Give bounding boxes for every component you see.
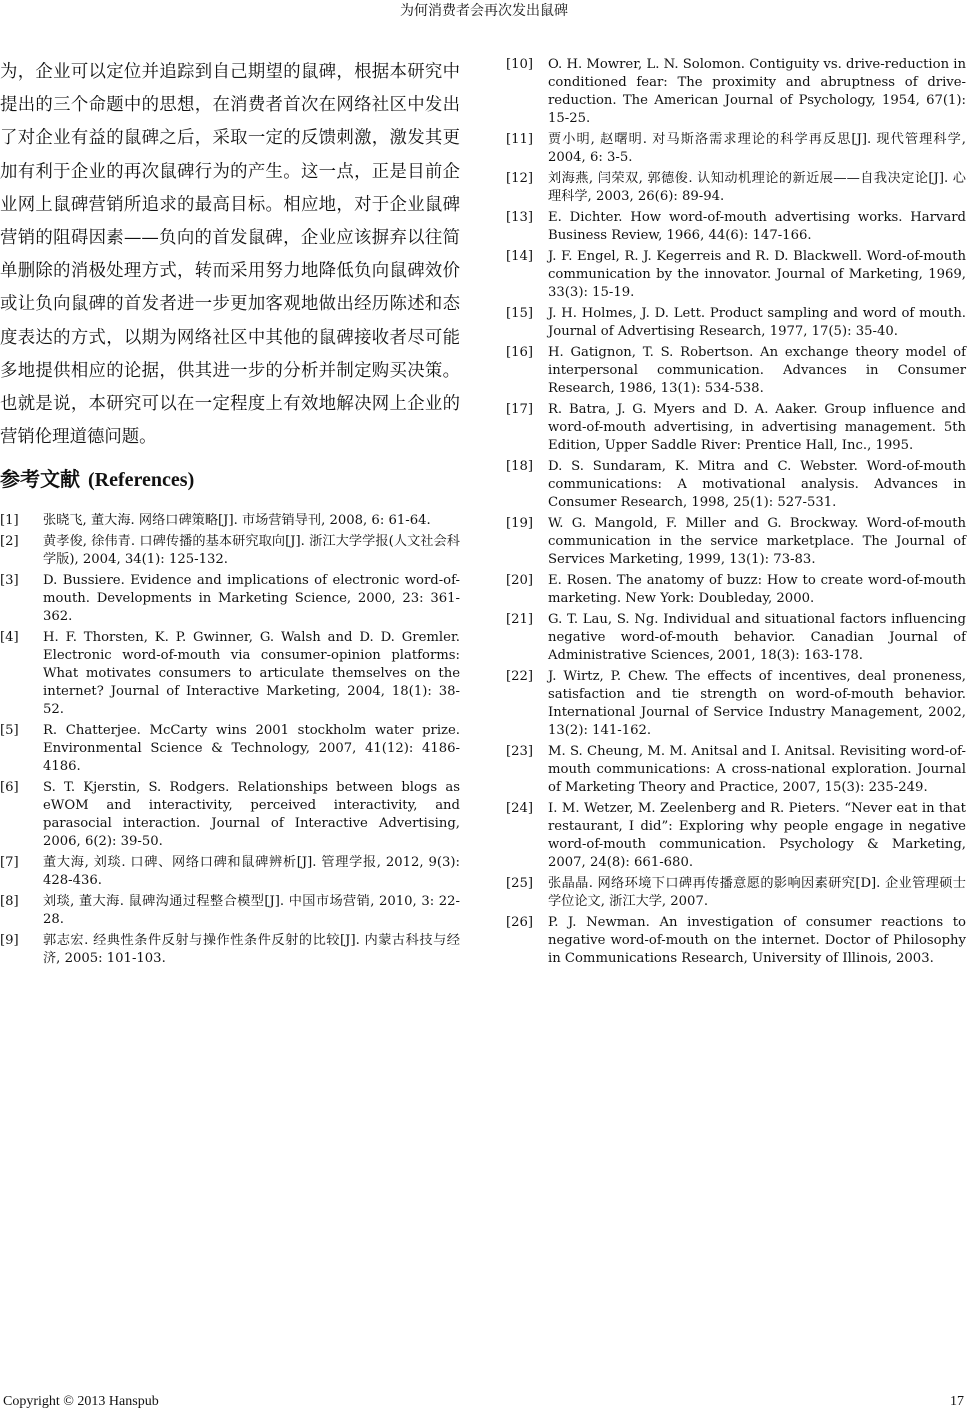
reference-item [506,305,966,341]
reference-item [506,401,966,455]
reference-item [506,170,966,206]
reference-item [506,800,966,872]
reference-number: [26] [506,915,534,930]
reference-item [0,854,460,890]
footer-page-number: 17 [950,1394,964,1409]
reference-item [0,779,460,851]
reference-text: J. Wirtz, P. Chew. The effects of incentives, deal proneness, satisfaction and tie strength on word-of-mouth behavior. International Journal of Service Industry Management, 2002, 13(2): 141-162. [548,669,966,738]
reference-number: [18] [506,459,534,474]
reference-item [0,722,460,776]
reference-text: 董大海, 刘琰. 口碑、网络口碑和鼠碑辨析[J]. 管理学报, 2012, 9(3): 428-436. [43,855,460,888]
reference-text: S. T. Kjerstin, S. Rodgers. Relationships between blogs as eWOM and interactivity, perceived interactivity, and parasocial interaction. Journal of Interactive Advertising, 2006, 6(2): 39-50. [43,780,460,849]
reference-item [0,932,460,968]
reference-text: M. S. Cheung, M. M. Anitsal and I. Anitsal. Revisiting word-of-mouth communications: A cross-national exploration. Journal of Marketing Theory and Practice, 2007, 15(3): 235-249. [548,744,966,795]
reference-text: P. J. Newman. An investigation of consumer reactions to negative word-of-mouth on the internet. Doctor of Philosophy in Communications Research, University of Illinois, 2003. [548,915,966,966]
reference-number: [9] [0,933,19,948]
reference-text: E. Rosen. The anatomy of buzz: How to create word-of-mouth marketing. New York: Doubleday, 2000. [548,573,966,606]
reference-item [506,914,966,968]
reference-number: [12] [506,171,534,186]
reference-number: [25] [506,876,534,891]
reference-text: 刘琰, 董大海. 鼠碑沟通过程整合模型[J]. 中国市场营销, 2010, 3: 22-28. [43,894,460,927]
reference-text: 黄孝俊, 徐伟青. 口碑传播的基本研究取向[J]. 浙江大学学报(人文社会科学版), 2004, 34(1): 125-132. [43,534,460,567]
references-heading [0,464,194,495]
reference-number: [15] [506,306,534,321]
reference-text: H. Gatignon, T. S. Robertson. An exchange theory model of interpersonal communication. Advances in Consumer Research, 1986, 13(1): 534-538. [548,345,966,396]
reference-text: J. H. Holmes, J. D. Lett. Product sampling and word of mouth. Journal of Advertising Research, 1977, 17(5): 35-40. [548,306,966,339]
reference-number: [21] [506,612,534,627]
reference-item [506,209,966,245]
references-heading-zh: 参考文献 [0,467,80,491]
reference-number: [1] [0,513,19,528]
reference-item [506,248,966,302]
reference-text: 贾小明, 赵曙明. 对马斯洛需求理论的科学再反思[J]. 现代管理科学, 2004, 6: 3-5. [548,132,966,165]
reference-text: W. G. Mangold, F. Miller and G. Brockway. Word-of-mouth communication in the service marketplace. The Journal of Services Marketing, 1999, 13(1): 73-83. [548,516,966,567]
reference-number: [2] [0,534,19,549]
footer-copyright: Copyright © 2013 Hanspub [3,1394,159,1409]
reference-text: H. F. Thorsten, K. P. Gwinner, G. Walsh and D. D. Gremler. Electronic word-of-mouth via consumer-opinion platforms: What motivates consumers to articulate themselves on the internet? Journal of Interactive Marketing, 2004, 18(1): 38-52. [43,630,460,717]
reference-item [506,668,966,740]
reference-number: [23] [506,744,534,759]
reference-item [0,893,460,929]
reference-text: E. Dichter. How word-of-mouth advertising works. Harvard Business Review, 1966, 44(6): 147-166. [548,210,966,243]
reference-text: R. Batra, J. G. Myers and D. A. Aaker. Group influence and word-of-mouth advertising, in advertising management. 5th Edition, Upper Saddle River: Prentice Hall, Inc., 1995. [548,402,966,453]
reference-text: R. Chatterjee. McCarty wins 2001 stockholm water prize. Environmental Science & Technology, 2007, 41(12): 4186-4186. [43,723,460,774]
reference-item [506,344,966,398]
reference-text: J. F. Engel, R. J. Kegerreis and R. D. Blackwell. Word-of-mouth communication by the innovator. Journal of Marketing, 1969, 33(3): 15-19. [548,249,966,300]
reference-number: [13] [506,210,534,225]
reference-number: [16] [506,345,534,360]
reference-number: [3] [0,573,19,588]
left-column [0,56,460,454]
body-paragraph: 为，企业可以定位并追踪到自己期望的鼠碑，根据本研究中提出的三个命题中的思想，在消费者首次在网络社区中发出了对企业有益的鼠碑之后，采取一定的反馈刺激，激发其更加有利于企业的再次鼠碑行为的产生。这一点，正是目前企业网上鼠碑营销所追求的最高目标。相应地，对于企业鼠碑营销的阻碍因素——负向的首发鼠碑，企业应该摒弃以往简单删除的消极处理方式，转而采用努力地降低负向鼠碑效价或让负向鼠碑的首发者进一步更加客观地做出经历陈述和态度表达的方式，以期为网络社区中其他的鼠碑接收者尽可能多地提供相应的论据，供其进一步的分析并制定购买决策。也就是说，本研究可以在一定程度上有效地解决网上企业的营销伦理道德问题。 [0,62,460,448]
running-header: 为何消费者会再次发出鼠碑 [400,3,568,19]
reference-number: [20] [506,573,534,588]
reference-text: 张晓飞, 董大海. 网络口碑策略[J]. 市场营销导刊, 2008, 6: 61-64. [43,513,431,528]
reference-item [506,611,966,665]
reference-list-right [506,56,966,971]
reference-item [0,572,460,626]
reference-text: 刘海燕, 闫荣双, 郭德俊. 认知动机理论的新近展——自我决定论[J]. 心理科学, 2003, 26(6): 89-94. [548,171,966,204]
references-heading-en: (References) [88,469,195,491]
reference-text: G. T. Lau, S. Ng. Individual and situational factors influencing negative word-of-mouth behavior. Canadian Journal of Administrative Sciences, 2001, 18(3): 163-178. [548,612,966,663]
reference-number: [17] [506,402,534,417]
reference-item [506,743,966,797]
reference-text: D. Bussiere. Evidence and implications of electronic word-of-mouth. Developments in Marketing Science, 2000, 23: 361-362. [43,573,460,624]
reference-text: O. H. Mowrer, L. N. Solomon. Contiguity vs. drive-reduction in conditioned fear: The proximity and abruptness of drive-reduction. The American Journal of Psychology, 1954, 67(1): 15-25. [548,57,966,126]
reference-item [506,875,966,911]
reference-item [506,458,966,512]
reference-text: 张晶晶. 网络环境下口碑再传播意愿的影响因素研究[D]. 企业管理硕士学位论文, 浙江大学, 2007. [548,876,966,909]
reference-number: [6] [0,780,19,795]
reference-number: [22] [506,669,534,684]
reference-number: [14] [506,249,534,264]
reference-number: [24] [506,801,534,816]
reference-item [0,512,460,530]
reference-list-left [0,512,460,971]
reference-number: [5] [0,723,19,738]
reference-item [506,56,966,128]
reference-number: [8] [0,894,19,909]
reference-number: [19] [506,516,534,531]
reference-number: [4] [0,630,19,645]
reference-item [0,533,460,569]
reference-number: [7] [0,855,19,870]
reference-text: I. M. Wetzer, M. Zeelenberg and R. Pieters. “Never eat in that restaurant, I did”: Exploring why people engage in negative word-of-mouth communication. Psychology & Marketing, 2007, 24(8): 661-680. [548,801,966,870]
reference-text: 郭志宏. 经典性条件反射与操作性条件反射的比较[J]. 内蒙古科技与经济, 2005: 101-103. [43,933,460,966]
reference-item [506,131,966,167]
reference-item [506,515,966,569]
reference-item [506,572,966,608]
reference-number: [10] [506,57,534,72]
reference-text: D. S. Sundaram, K. Mitra and C. Webster. Word-of-mouth communications: A motivational analysis. Advances in Consumer Research, 1998, 25(1): 527-531. [548,459,966,510]
reference-number: [11] [506,132,534,147]
reference-item [0,629,460,719]
